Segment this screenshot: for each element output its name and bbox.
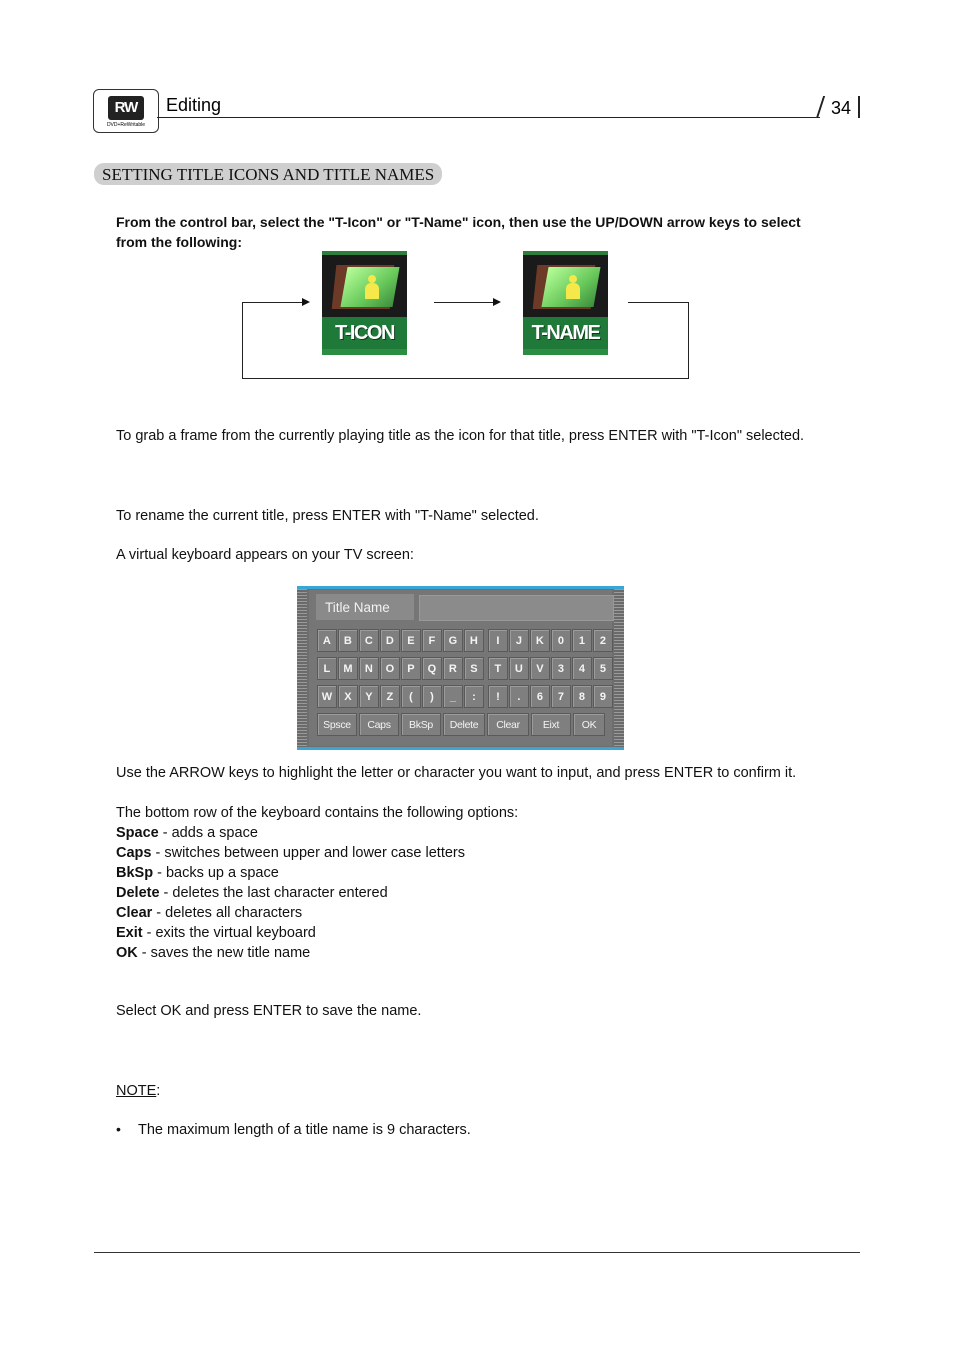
diagram-line xyxy=(242,302,243,379)
rw-logo-subtext: DVD+ReWritable xyxy=(106,122,146,128)
title-name-field[interactable] xyxy=(419,595,614,621)
header-rule xyxy=(157,117,820,118)
note-colon: : xyxy=(156,1083,161,1099)
note-heading xyxy=(116,1081,160,1101)
key-30[interactable]: Y xyxy=(359,685,379,708)
option-ok: OK - saves the new title name xyxy=(116,945,311,961)
key-27[interactable]: 5 xyxy=(593,657,613,680)
key-10[interactable]: K xyxy=(530,629,550,652)
diagram-line xyxy=(628,302,689,303)
options-list xyxy=(116,823,465,963)
key-14[interactable]: L xyxy=(317,657,337,680)
diagram-line xyxy=(434,302,494,303)
key-35[interactable]: : xyxy=(464,685,484,708)
key-34[interactable]: _ xyxy=(443,685,463,708)
rename-text: To rename the current title, press ENTER with "T-Name" selected. xyxy=(116,508,539,524)
page-number: 34 xyxy=(831,98,852,118)
keyboard-intro-text: A virtual keyboard appears on your TV screen: xyxy=(116,547,414,563)
key-20[interactable]: R xyxy=(443,657,463,680)
key-29[interactable]: X xyxy=(338,685,358,708)
key-36[interactable]: ! xyxy=(488,685,508,708)
key-15[interactable]: M xyxy=(338,657,358,680)
rw-logo-text: RW xyxy=(108,96,144,120)
diagram-line xyxy=(243,302,303,303)
key-25[interactable]: 3 xyxy=(551,657,571,680)
key-11[interactable]: 0 xyxy=(551,629,571,652)
header-section-title: Editing xyxy=(166,95,222,115)
option-clear: Clear - deletes all characters xyxy=(116,905,303,921)
section-heading: SETTING TITLE ICONS AND TITLE NAMES xyxy=(94,163,442,185)
key-26[interactable]: 4 xyxy=(572,657,592,680)
t-name-label: T-NAME xyxy=(523,317,608,349)
diagram-line xyxy=(242,378,689,379)
key-24[interactable]: V xyxy=(530,657,550,680)
key-5[interactable]: F xyxy=(422,629,442,652)
key-41[interactable]: 9 xyxy=(593,685,613,708)
select-ok-text: Select OK and press ENTER to save the name. xyxy=(116,1003,422,1019)
key-8[interactable]: I xyxy=(488,629,508,652)
key-23[interactable]: U xyxy=(509,657,529,680)
key-33[interactable]: ) xyxy=(422,685,442,708)
t-name-tile xyxy=(523,251,608,355)
t-icon-label: T-ICON xyxy=(322,317,407,349)
key-17[interactable]: O xyxy=(380,657,400,680)
key-21[interactable]: S xyxy=(464,657,484,680)
footer-rule xyxy=(94,1252,860,1253)
key-28[interactable]: W xyxy=(317,685,337,708)
key-32[interactable]: ( xyxy=(401,685,421,708)
arrow-keys-text: Use the ARROW keys to highlight the letter or character you want to input, and press ENTER to confirm it. xyxy=(116,765,797,781)
key-19[interactable]: Q xyxy=(422,657,442,680)
key-4[interactable]: E xyxy=(401,629,421,652)
header-slash xyxy=(816,96,825,118)
key-40[interactable]: 8 xyxy=(572,685,592,708)
rw-logo xyxy=(93,89,159,133)
key-1[interactable]: B xyxy=(338,629,358,652)
key-18[interactable]: P xyxy=(401,657,421,680)
grab-frame-text: To grab a frame from the currently playing title as the icon for that title, press ENTER with "T-Icon" selected. xyxy=(116,428,805,444)
note-label: NOTE xyxy=(116,1083,157,1099)
arrow-right-icon xyxy=(302,298,310,306)
option-space: Space - adds a space xyxy=(116,825,258,841)
folder-person-icon xyxy=(565,275,581,299)
option-delete: Delete - deletes the last character entered xyxy=(116,885,388,901)
note-item: The maximum length of a title name is 9 characters. xyxy=(138,1122,471,1138)
key-9[interactable]: J xyxy=(509,629,529,652)
key-7[interactable]: H xyxy=(464,629,484,652)
key-6[interactable]: G xyxy=(443,629,463,652)
key-3[interactable]: D xyxy=(380,629,400,652)
key-37[interactable]: . xyxy=(509,685,529,708)
key-clear-button[interactable]: Clear xyxy=(487,713,529,736)
key-39[interactable]: 7 xyxy=(551,685,571,708)
key-31[interactable]: Z xyxy=(380,685,400,708)
key-0[interactable]: A xyxy=(317,629,337,652)
folder-person-icon xyxy=(364,275,380,299)
intro-text: From the control bar, select the "T-Icon" or "T-Name" icon, then use the UP/DOWN arrow keys to select from the following: xyxy=(116,214,801,250)
key-2[interactable]: C xyxy=(359,629,379,652)
option-exit: Exit - exits the virtual keyboard xyxy=(116,925,316,941)
virtual-keyboard xyxy=(297,586,624,750)
option-bksp: BkSp - backs up a space xyxy=(116,865,279,881)
key-bksp-button[interactable]: BkSp xyxy=(401,713,441,736)
title-name-label: Title Name xyxy=(316,594,414,620)
t-icon-tile xyxy=(322,251,407,355)
key-ok-button[interactable]: OK xyxy=(573,713,605,736)
key-12[interactable]: 1 xyxy=(572,629,592,652)
diagram-line xyxy=(688,302,689,379)
key-22[interactable]: T xyxy=(488,657,508,680)
key-caps-button[interactable]: Caps xyxy=(359,713,399,736)
key-eixt-button[interactable]: Eixt xyxy=(531,713,571,736)
arrow-right-icon xyxy=(493,298,501,306)
key-spsce-button[interactable]: Spsce xyxy=(317,713,357,736)
key-13[interactable]: 2 xyxy=(593,629,613,652)
key-16[interactable]: N xyxy=(359,657,379,680)
option-caps: Caps - switches between upper and lower case letters xyxy=(116,845,465,861)
key-delete-button[interactable]: Delete xyxy=(443,713,485,736)
page-number-bar xyxy=(858,96,860,118)
bottom-row-text: The bottom row of the keyboard contains the following options: xyxy=(116,805,519,821)
bullet-icon: • xyxy=(116,1121,121,1137)
key-38[interactable]: 6 xyxy=(530,685,550,708)
